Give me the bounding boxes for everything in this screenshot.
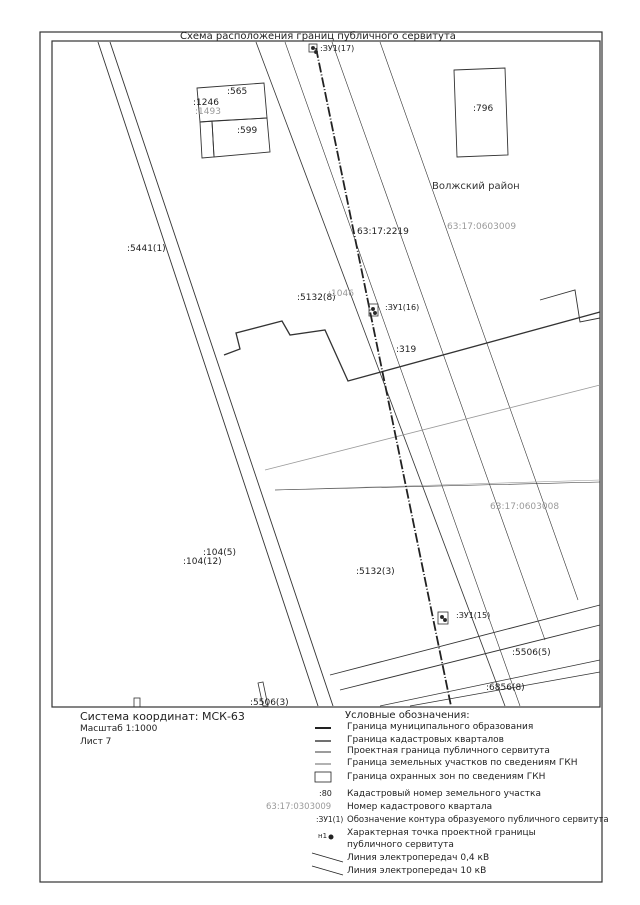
small-structure-1 [134,698,140,707]
parcel-label-6856-8: :6856(8) [486,683,525,693]
legend-item-municipal: Граница муниципального образования [347,722,534,732]
boundary-right [540,290,600,322]
contour-label-15: :ЗУ1(15) [456,611,491,620]
parcel-label-5441: :5441(1) [127,244,166,254]
map-title: Схема расположения границ публичного сервитута [180,31,456,42]
coord-system: Система координат: МСК-63 [80,710,245,723]
parcel-line-1 [256,42,505,706]
legend-item-quarters: Граница кадастровых кварталов [347,735,504,745]
parcel-label-565: :565 [227,87,248,97]
quarter-label-1: 63:17:0603009 [447,222,517,232]
parcel-label-599: :599 [237,126,258,136]
parcel-label-2219: 63:17:2219 [357,227,409,237]
parcel-label-1493: :1493 [195,107,221,117]
sheet-number: Лист 7 [80,737,112,747]
legend-item-zone: Граница охранных зон по сведениям ГКН [347,772,546,782]
district-label: Волжский район [432,181,520,192]
legend-item-servitude: Проектная граница публичного сервитута [347,746,550,756]
legend-item-contour: Обозначение контура образуемого публичного сервитута [347,815,609,825]
legend-symbol-point [329,835,333,839]
parcel-label-319: :319 [396,345,417,355]
legend-symbol-zone [315,772,331,782]
parcel-line-5 [275,482,600,490]
parcel-599 [212,118,270,157]
powerline [316,48,451,706]
parcel-label-1246: :1246 [193,98,219,108]
legend-symbol-line-04 [312,853,343,862]
parcel-label-104-5: :104(5) [203,548,236,558]
parcel-line-4 [380,42,578,600]
parcel-label-104-12: :104(12) [183,557,222,567]
parcel-label-5132-3: :5132(3) [356,567,395,577]
road-edge-left [98,42,318,706]
contour-marker-15 [438,612,448,624]
legend-item-parcels: Граница земельных участков по сведениям ГКН [347,758,578,768]
legend-item-quarter-number: Номер кадастрового квартала [347,802,493,812]
parcel-label-5506-5: :5506(5) [512,648,551,658]
map-frame [52,41,600,707]
parcel-line-2 [285,42,520,706]
contour-label-17: :ЗУ1(17) [320,44,355,53]
road-edge-right [110,42,333,706]
parcel-label-1046: :1046 [328,289,354,299]
legend-symbol-line-10 [312,866,343,875]
quarter-boundary-1 [265,385,600,470]
legend-item-parcel-number: Кадастровый номер земельного участка [347,789,541,799]
quarter-label-2: 63:17:0603008 [490,502,560,512]
legend-item-point: Характерная точка проектной границы публичного сервитута [347,828,536,850]
parcel-label-5506-3: :5506(3) [250,698,289,708]
legend-item-line-10: Линия электропередач 10 кВ [347,866,487,876]
contour-label-16: :ЗУ1(16) [385,303,420,312]
map-content [98,42,600,707]
legend-item-line-04: Линия электропередач 0,4 кВ [347,853,490,863]
legend-sample-parcel: :80 [319,789,332,798]
parcel-line-3 [332,42,545,640]
legend-title: Условные обозначения: [345,710,470,721]
road-bottom-2 [340,625,600,690]
parcel-label-796: :796 [473,104,494,114]
legend-sample-contour: :ЗУ1(1) [316,815,344,824]
legend-sample-quarter: 63:17:0303009 [266,802,332,812]
parcel-label-5132-8: :5132(8) [297,293,336,303]
legend-sample-point: н1 [318,832,328,840]
scale-label: Масштаб 1:1000 [80,724,158,734]
